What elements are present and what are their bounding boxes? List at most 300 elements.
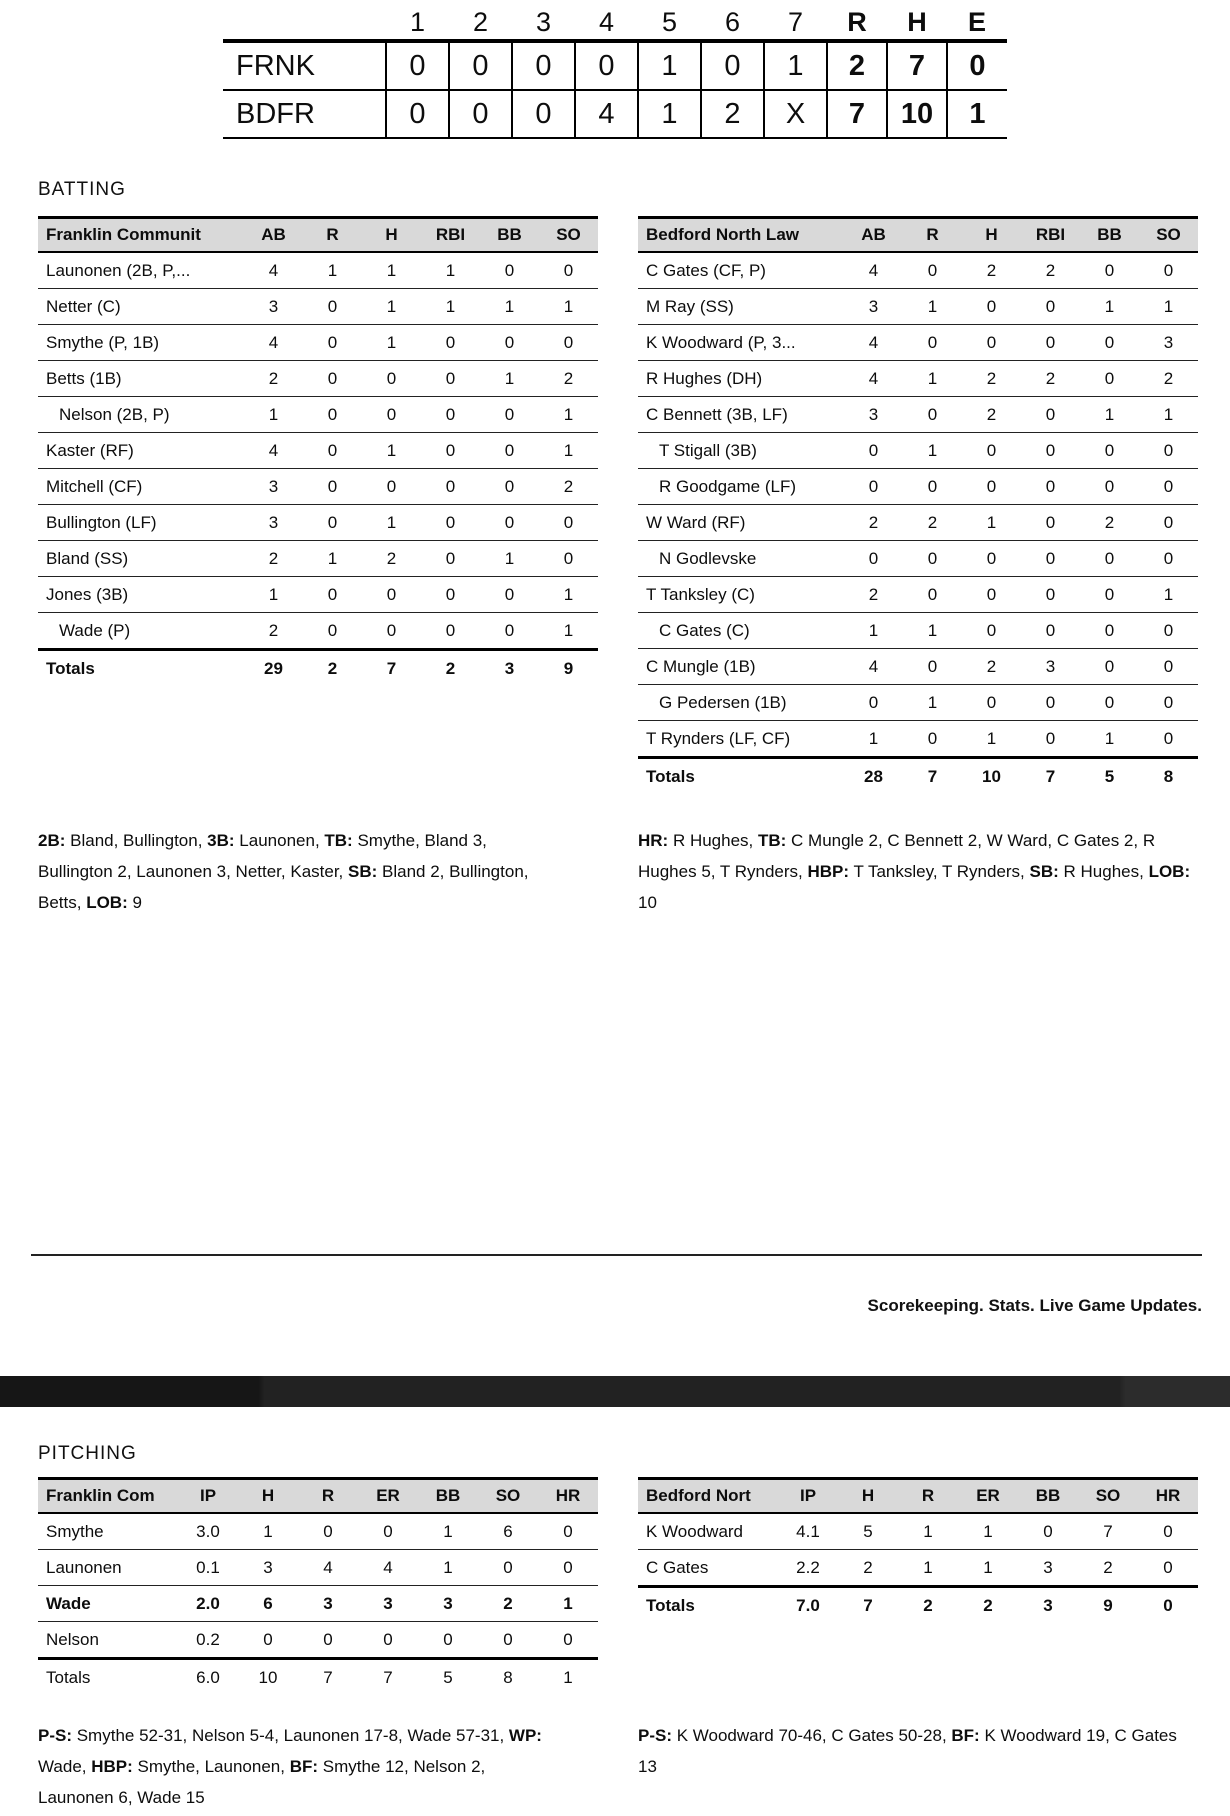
player-name: K Woodward	[638, 1513, 778, 1550]
batting-notes-away: 2B: Bland, Bullington, 3B: Launonen, TB: Smythe, Bland 3, Bullington 2, Launonen 3, Netter, Kaster, SB: Bland 2, Bullington, Betts, LOB: 9	[38, 831, 529, 912]
stat-value: 0	[358, 1513, 418, 1550]
player-name: K Woodward (P, 3...	[638, 325, 844, 361]
stat-value: 2	[539, 361, 598, 397]
stat-value: 4	[844, 649, 903, 685]
stat-value: 1	[539, 289, 598, 325]
stat-value: 3	[1018, 1550, 1078, 1587]
stat-value: 1	[844, 721, 903, 758]
player-row	[38, 1586, 598, 1622]
stat-value: 3	[480, 650, 539, 687]
player-row	[38, 1550, 598, 1586]
note-stat-label: HBP:	[91, 1757, 133, 1776]
player-name: C Mungle (1B)	[638, 649, 844, 685]
player-row	[38, 289, 598, 325]
stat-value: 0.2	[178, 1622, 238, 1659]
player-name: Wade	[38, 1586, 178, 1622]
stat-value: 3	[844, 397, 903, 433]
stat-value: 2	[1021, 361, 1080, 397]
player-row	[38, 541, 598, 577]
stat-value: 0	[903, 721, 962, 758]
stat-value: 0	[903, 469, 962, 505]
stat-value: 0	[1018, 1513, 1078, 1550]
player-row	[38, 325, 598, 361]
stat-value: 6	[478, 1513, 538, 1550]
note-stat-label: SB:	[348, 862, 378, 881]
player-name: Totals	[638, 758, 844, 795]
player-row	[38, 1513, 598, 1550]
stat-value: 2.0	[178, 1586, 238, 1622]
inning-number-header: 4	[598, 6, 615, 37]
stat-value: 0	[362, 397, 421, 433]
pitching-notes-home: P-S: K Woodward 70-46, C Gates 50-28, BF: K Woodward 19, C Gates 13	[638, 1726, 1177, 1776]
pitching-table-home	[638, 1477, 1198, 1623]
stat-value: 0	[962, 469, 1021, 505]
stat-value: 10	[962, 758, 1021, 795]
stat-value: 0	[962, 541, 1021, 577]
stat-value: 0	[362, 469, 421, 505]
inning-number-header: 7	[787, 6, 804, 37]
note-stat-label: 3B:	[207, 831, 235, 850]
stat-value: 0	[362, 577, 421, 613]
stat-value: 0	[1139, 469, 1198, 505]
inning-score: 0	[575, 41, 638, 90]
stat-value: 2	[1139, 361, 1198, 397]
column-header: R	[898, 1479, 958, 1514]
linescore-stat-header: E	[967, 6, 986, 37]
player-name: R Goodgame (LF)	[638, 469, 844, 505]
player-row	[638, 289, 1198, 325]
player-row	[638, 685, 1198, 721]
stat-value: 0	[1139, 505, 1198, 541]
stat-value: 1	[1080, 289, 1139, 325]
stat-value: 1	[480, 289, 539, 325]
batting-tables-row	[38, 216, 1230, 794]
column-header: BB	[418, 1479, 478, 1514]
player-row	[638, 721, 1198, 758]
stat-value: 0	[962, 685, 1021, 721]
stat-value: 7	[1078, 1513, 1138, 1550]
stat-value: 0	[1021, 577, 1080, 613]
column-header: SO	[1139, 218, 1198, 253]
column-header: H	[962, 218, 1021, 253]
stat-value: 0	[303, 505, 362, 541]
stat-value: 0	[903, 397, 962, 433]
stat-value: 1	[244, 577, 303, 613]
player-row	[638, 361, 1198, 397]
stat-value: 1	[539, 433, 598, 469]
stat-value: 1	[958, 1550, 1018, 1587]
stat-value: 7	[903, 758, 962, 795]
player-row	[38, 397, 598, 433]
stat-value: 1	[421, 252, 480, 289]
stat-value: 2	[1080, 505, 1139, 541]
stat-value: 1	[362, 289, 421, 325]
note-stat-label: P-S:	[38, 1726, 72, 1745]
player-row	[638, 577, 1198, 613]
player-row	[638, 252, 1198, 289]
stat-value: 7.0	[778, 1587, 838, 1624]
inning-number-header: 5	[661, 6, 678, 37]
note-stat-label: LOB:	[1148, 862, 1191, 881]
stat-value: 1	[418, 1550, 478, 1586]
stat-value: 2	[244, 361, 303, 397]
linescore-table	[223, 5, 1007, 139]
player-name: T Stigall (3B)	[638, 433, 844, 469]
player-name: Totals	[38, 1659, 178, 1696]
player-row	[38, 577, 598, 613]
stat-value: 0	[358, 1622, 418, 1659]
stat-value: 0	[1080, 685, 1139, 721]
player-name: Smythe (P, 1B)	[38, 325, 244, 361]
batting-table-home	[638, 216, 1198, 794]
player-name: T Tanksley (C)	[638, 577, 844, 613]
stat-value: 4	[844, 252, 903, 289]
batting-section-label: BATTING	[38, 179, 126, 200]
inning-score: 0	[449, 90, 512, 138]
player-row	[638, 325, 1198, 361]
stat-value: 0	[538, 1513, 598, 1550]
stat-value: 0	[1138, 1550, 1198, 1587]
stat-value: 2	[962, 649, 1021, 685]
player-name: C Gates (C)	[638, 613, 844, 649]
stat-value: 0	[1080, 252, 1139, 289]
inning-number-header: 3	[535, 6, 552, 37]
stat-value: 1	[903, 289, 962, 325]
stat-value: 0	[480, 325, 539, 361]
stat-value: 8	[1139, 758, 1198, 795]
stat-value: 1	[962, 505, 1021, 541]
batting-notes-row	[38, 825, 1230, 918]
player-name: C Gates	[638, 1550, 778, 1587]
stat-value: 0	[903, 252, 962, 289]
player-name: Wade (P)	[38, 613, 244, 650]
column-header: IP	[778, 1479, 838, 1514]
stat-value: 1	[1139, 289, 1198, 325]
column-header: H	[838, 1479, 898, 1514]
errors-total: 1	[947, 90, 1007, 138]
inning-number-header: 1	[409, 6, 426, 37]
stat-value: 2	[478, 1586, 538, 1622]
app-tagline: Scorekeeping. Stats. Live Game Updates.	[867, 1296, 1202, 1315]
column-header: BB	[1018, 1479, 1078, 1514]
player-row	[638, 1550, 1198, 1587]
stat-value: 3	[298, 1586, 358, 1622]
stat-value: 2	[962, 361, 1021, 397]
note-stat-label: WP:	[508, 1726, 542, 1745]
stat-value: 0	[1080, 577, 1139, 613]
player-name: Smythe	[38, 1513, 178, 1550]
stat-value: 3	[418, 1586, 478, 1622]
player-name: G Pedersen (1B)	[638, 685, 844, 721]
stat-value: 2.2	[778, 1550, 838, 1587]
stat-value: 3	[244, 505, 303, 541]
pitching-notes-row	[38, 1720, 1230, 1813]
team-header: Bedford Nort	[638, 1479, 778, 1514]
player-name: W Ward (RF)	[638, 505, 844, 541]
player-name: Netter (C)	[38, 289, 244, 325]
stat-value: 1	[962, 721, 1021, 758]
stat-value: 0	[238, 1622, 298, 1659]
hits-total: 7	[887, 41, 947, 90]
player-row	[38, 1622, 598, 1659]
totals-row	[38, 1659, 598, 1696]
stat-value: 0	[1080, 325, 1139, 361]
stat-value: 0	[303, 613, 362, 650]
player-name: Kaster (RF)	[38, 433, 244, 469]
stat-value: 2	[962, 397, 1021, 433]
stat-value: 0	[1021, 397, 1080, 433]
stat-value: 0	[903, 649, 962, 685]
player-row	[638, 505, 1198, 541]
player-name: Nelson	[38, 1622, 178, 1659]
stat-value: 0	[1138, 1513, 1198, 1550]
stat-value: 10	[238, 1659, 298, 1696]
column-header: ER	[958, 1479, 1018, 1514]
stat-value: 3	[244, 289, 303, 325]
stat-value: 2	[1078, 1550, 1138, 1587]
note-stat-label: BF:	[289, 1757, 319, 1776]
stat-value: 1	[418, 1513, 478, 1550]
stat-value: 2	[962, 252, 1021, 289]
player-row	[38, 361, 598, 397]
player-row	[38, 613, 598, 650]
stat-value: 0	[1139, 685, 1198, 721]
stat-value: 2	[844, 577, 903, 613]
stat-value: 1	[539, 397, 598, 433]
inning-score: X	[764, 90, 827, 138]
stat-value: 0	[298, 1622, 358, 1659]
note-stat-label: P-S:	[638, 1726, 672, 1745]
team-header: Franklin Communit	[38, 218, 244, 253]
column-header: BB	[480, 218, 539, 253]
stat-value: 4	[358, 1550, 418, 1586]
pitching-section-label: PITCHING	[38, 1443, 137, 1464]
batting-notes-home: HR: R Hughes, TB: C Mungle 2, C Bennett 2, W Ward, C Gates 2, R Hughes 5, T Rynders, HBP: T Tanksley, T Rynders, SB: R Hughes, LOB: 10	[638, 831, 1191, 912]
column-header: SO	[539, 218, 598, 253]
stat-value: 0	[844, 685, 903, 721]
stat-value: 1	[303, 252, 362, 289]
stat-value: 0	[1021, 433, 1080, 469]
inning-score: 2	[701, 90, 764, 138]
pitching-notes-away: P-S: Smythe 52-31, Nelson 5-4, Launonen 17-8, Wade 57-31, WP: Wade, HBP: Smythe, Launonen, BF: Smythe 12, Nelson 2, Launonen 6, Wade 15	[38, 1726, 542, 1807]
note-stat-label: 2B:	[38, 831, 66, 850]
stat-value: 0	[421, 469, 480, 505]
note-stat-label: HR:	[638, 831, 669, 850]
stat-value: 0	[1080, 541, 1139, 577]
note-stat-label: SB:	[1029, 862, 1059, 881]
column-header: AB	[244, 218, 303, 253]
stat-value: 5	[838, 1513, 898, 1550]
errors-total: 0	[947, 41, 1007, 90]
stat-value: 1	[898, 1513, 958, 1550]
stat-value: 0	[539, 325, 598, 361]
stat-value: 0	[1080, 469, 1139, 505]
stat-value: 2	[958, 1587, 1018, 1624]
stat-value: 4	[244, 433, 303, 469]
stat-value: 2	[898, 1587, 958, 1624]
stat-value: 0	[303, 397, 362, 433]
stat-value: 3	[844, 289, 903, 325]
stat-value: 0	[480, 433, 539, 469]
stat-value: 7	[298, 1659, 358, 1696]
stat-value: 0	[539, 252, 598, 289]
stat-value: 29	[244, 650, 303, 687]
stat-value: 2	[244, 541, 303, 577]
runs-total: 7	[827, 90, 887, 138]
footer-banner	[0, 1376, 1230, 1407]
stat-value: 0.1	[178, 1550, 238, 1586]
stat-value: 0	[1139, 721, 1198, 758]
stat-value: 3.0	[178, 1513, 238, 1550]
stat-value: 1	[539, 613, 598, 650]
column-header: SO	[478, 1479, 538, 1514]
stat-value: 0	[480, 397, 539, 433]
pitching-tables-row	[38, 1477, 1230, 1695]
stat-value: 0	[1021, 721, 1080, 758]
player-row	[638, 433, 1198, 469]
stat-value: 0	[303, 577, 362, 613]
stat-value: 1	[421, 289, 480, 325]
stat-value: 1	[958, 1513, 1018, 1550]
player-name: R Hughes (DH)	[638, 361, 844, 397]
player-name: Betts (1B)	[38, 361, 244, 397]
player-row	[638, 469, 1198, 505]
stat-value: 0	[480, 505, 539, 541]
inning-score: 0	[512, 41, 575, 90]
stat-value: 2	[303, 650, 362, 687]
player-name: Totals	[38, 650, 244, 687]
stat-value: 0	[962, 289, 1021, 325]
player-row	[638, 397, 1198, 433]
team-header: Franklin Com	[38, 1479, 178, 1514]
stat-value: 0	[1021, 685, 1080, 721]
note-stat-label: BF:	[951, 1726, 980, 1745]
stat-value: 0	[962, 325, 1021, 361]
stat-value: 1	[1080, 397, 1139, 433]
stat-value: 0	[478, 1550, 538, 1586]
team-abbr: FRNK	[223, 41, 386, 90]
stat-value: 0	[844, 541, 903, 577]
stat-value: 0	[362, 613, 421, 650]
stat-value: 2	[539, 469, 598, 505]
linescore-team-row	[223, 90, 1007, 138]
note-stat-label: TB:	[757, 831, 787, 850]
stat-value: 1	[362, 252, 421, 289]
player-name: C Gates (CF, P)	[638, 252, 844, 289]
inning-score: 0	[386, 41, 449, 90]
inning-score: 1	[638, 41, 701, 90]
stat-value: 0	[303, 433, 362, 469]
column-header: HR	[1138, 1479, 1198, 1514]
stat-value: 0	[1139, 541, 1198, 577]
stat-value: 9	[539, 650, 598, 687]
column-header: SO	[1078, 1479, 1138, 1514]
stat-value: 0	[478, 1622, 538, 1659]
stat-value: 8	[478, 1659, 538, 1696]
column-header: ER	[358, 1479, 418, 1514]
totals-row	[38, 650, 598, 687]
stat-value: 0	[1080, 361, 1139, 397]
stat-value: 0	[962, 613, 1021, 649]
stat-value: 0	[421, 541, 480, 577]
header-row	[638, 218, 1198, 253]
stat-value: 6.0	[178, 1659, 238, 1696]
batting-table-away	[38, 216, 598, 686]
player-row	[38, 505, 598, 541]
stat-value: 0	[421, 361, 480, 397]
stat-value: 0	[421, 577, 480, 613]
player-row	[638, 613, 1198, 649]
stat-value: 2	[244, 613, 303, 650]
stat-value: 1	[480, 361, 539, 397]
stat-value: 1	[903, 685, 962, 721]
stat-value: 0	[903, 325, 962, 361]
inning-score: 4	[575, 90, 638, 138]
stat-value: 0	[421, 613, 480, 650]
stat-value: 0	[844, 433, 903, 469]
stat-value: 2	[421, 650, 480, 687]
stat-value: 4.1	[778, 1513, 838, 1550]
player-row	[638, 541, 1198, 577]
stat-value: 0	[421, 505, 480, 541]
stat-value: 1	[1139, 397, 1198, 433]
player-name: Bullington (LF)	[38, 505, 244, 541]
stat-value: 9	[1078, 1587, 1138, 1624]
stat-value: 1	[238, 1513, 298, 1550]
hits-total: 10	[887, 90, 947, 138]
pitching-table-away	[38, 1477, 598, 1695]
stat-value: 0	[1080, 613, 1139, 649]
stat-value: 3	[1139, 325, 1198, 361]
stat-value: 0	[962, 433, 1021, 469]
stat-value: 2	[1021, 252, 1080, 289]
stat-value: 0	[480, 252, 539, 289]
stat-value: 2	[844, 505, 903, 541]
stat-value: 4	[244, 252, 303, 289]
header-row	[38, 218, 598, 253]
player-name: Launonen (2B, P,...	[38, 252, 244, 289]
note-stat-label: LOB:	[86, 893, 128, 912]
header-row	[638, 1479, 1198, 1514]
stat-value: 0	[1021, 325, 1080, 361]
note-stat-label: HBP:	[807, 862, 850, 881]
stat-value: 0	[303, 361, 362, 397]
column-header: RBI	[421, 218, 480, 253]
stat-value: 1	[844, 613, 903, 649]
stat-value: 0	[418, 1622, 478, 1659]
stat-value: 7	[358, 1659, 418, 1696]
note-stat-label: TB:	[324, 831, 353, 850]
stat-value: 0	[1139, 252, 1198, 289]
stat-value: 0	[539, 541, 598, 577]
stat-value: 1	[1080, 721, 1139, 758]
player-name: Nelson (2B, P)	[38, 397, 244, 433]
column-header: HR	[538, 1479, 598, 1514]
column-header: H	[238, 1479, 298, 1514]
stat-value: 2	[838, 1550, 898, 1587]
inning-score: 1	[764, 41, 827, 90]
totals-row	[638, 758, 1198, 795]
totals-row	[638, 1587, 1198, 1624]
stat-value: 0	[1139, 433, 1198, 469]
stat-value: 1	[362, 325, 421, 361]
stat-value: 3	[238, 1550, 298, 1586]
player-name: Totals	[638, 1587, 778, 1624]
stat-value: 0	[1021, 541, 1080, 577]
stat-value: 0	[303, 289, 362, 325]
column-header: RBI	[1021, 218, 1080, 253]
stat-value: 0	[421, 433, 480, 469]
